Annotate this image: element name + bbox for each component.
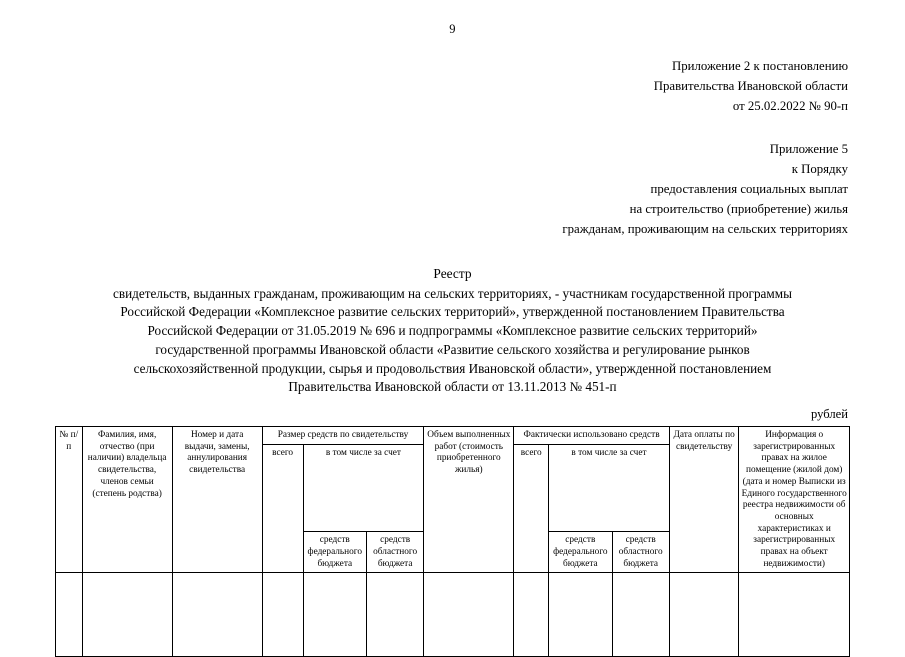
header-size-regional: средств областного бюджета — [367, 532, 424, 573]
header-pay-date: Дата оплаты по свидетельству — [669, 427, 739, 573]
order-line-5: гражданам, проживающим на сельских территориях — [562, 221, 848, 236]
cell-doc — [172, 573, 262, 657]
cell-rights-info — [739, 573, 850, 657]
appendix-line-3: от 25.02.2022 № 90-п — [732, 98, 848, 113]
cell-used-federal — [549, 573, 612, 657]
order-line-1: Приложение 5 — [769, 142, 848, 157]
header-used-regional: средств областного бюджета — [612, 532, 669, 573]
page-number: 9 — [449, 22, 456, 36]
header-fio: Фамилия, имя, отчество (при наличии) владельца свидетельства, членов семьи (степень родства) — [82, 427, 172, 573]
header-rights-info: Информация о зарегистрированных правах на жилое помещение (жилой дом) (дата и номер Выписки из Единого государственного реестра недвижимости об основных характеристиках и зарегистрированных правах на объект недвижимости) — [739, 427, 850, 573]
subtitle-line-6: Правительства Ивановской области от 13.11.2013 № 451-п — [288, 379, 617, 395]
cell-volume — [424, 573, 514, 657]
cell-fio — [82, 573, 172, 657]
table-row — [56, 573, 850, 657]
header-size-federal: средств федерального бюджета — [303, 532, 366, 573]
units-label: рублей — [811, 407, 848, 422]
subtitle-line-3: Российской Федерации от 31.05.2019 № 696 и подпрограммы «Комплексное развитие сельских территорий» — [147, 323, 758, 339]
header-used-incl: в том числе за счет — [549, 444, 670, 532]
cell-used-total — [514, 573, 549, 657]
document-subtitle — [55, 285, 850, 397]
header-used-federal: средств федерального бюджета — [549, 532, 612, 573]
appendix-line-1: Приложение 2 к постановлению — [671, 59, 848, 73]
subtitle-line-2: Российской Федерации «Комплексное развитие сельских территорий», утвержденной постановлением Правительства — [120, 304, 785, 320]
order-line-3: предоставления социальных выплат — [650, 182, 848, 197]
header-used-group: Фактически использовано средств — [514, 427, 670, 445]
subtitle-line-4: государственной программы Ивановской области «Развитие сельского хозяйства и регулирование рынков — [155, 341, 750, 357]
header-used-total: всего — [514, 444, 549, 573]
header-size-incl: в том числе за счет — [303, 444, 424, 532]
reestr-table — [55, 426, 850, 657]
cell-num — [56, 573, 83, 657]
table-header-row-1 — [56, 427, 850, 445]
cell-size-regional — [367, 573, 424, 657]
header-size-group: Размер средств по свидетельству — [262, 427, 424, 445]
cell-size-total — [262, 573, 303, 657]
header-size-total: всего — [262, 444, 303, 573]
subtitle-line-5: сельскохозяйственной продукции, сырья и продовольствия Ивановской области», утвержденной постановлением — [133, 360, 772, 376]
header-doc: Номер и дата выдачи, замены, аннулирования свидетельства — [172, 427, 262, 573]
document-title: Реестр — [433, 265, 472, 281]
order-line-4: на строительство (приобретение) жилья — [629, 201, 848, 216]
cell-pay-date — [669, 573, 739, 657]
cell-size-federal — [303, 573, 366, 657]
appendix-reference — [55, 57, 850, 116]
appendix-line-2: Правительства Ивановской области — [653, 78, 848, 93]
subtitle-line-1: свидетельств, выданных гражданам, проживающим на сельских территориях, - участникам государственной программы — [113, 285, 792, 301]
order-line-2: к Порядку — [791, 162, 848, 177]
header-num: № п/п — [56, 427, 83, 573]
cell-used-regional — [612, 573, 669, 657]
order-reference — [55, 140, 850, 239]
header-volume: Объем выполненных работ (стоимость приобретенного жилья) — [424, 427, 514, 573]
